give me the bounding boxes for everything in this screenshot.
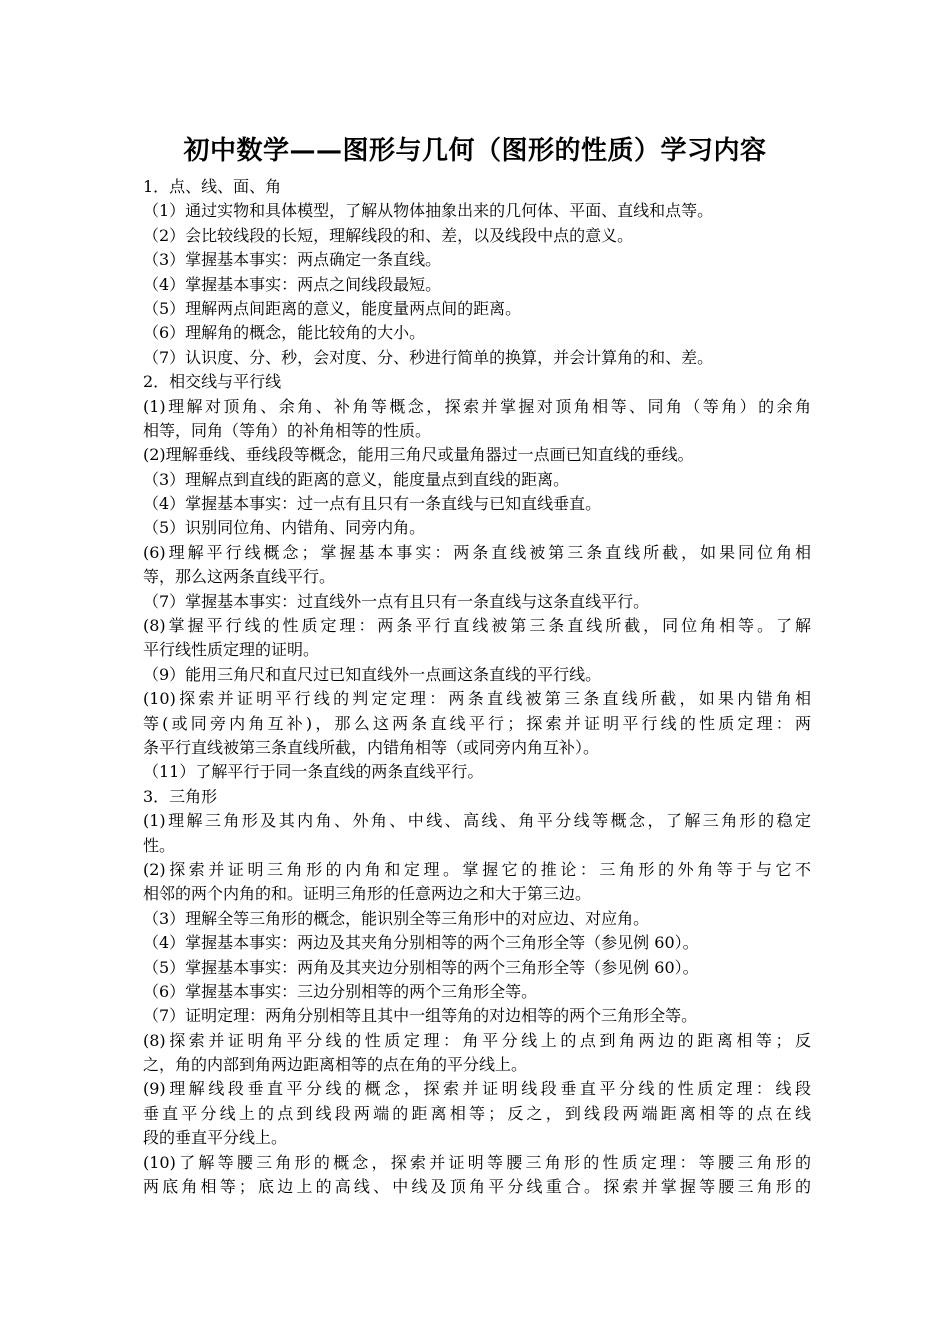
text-line: 相等，同角（等角）的补角相等的性质。 xyxy=(143,420,432,440)
text-line: (1)理解对顶角、余角、补角等概念，探索并掌握对顶角相等、同角（等角）的余角 xyxy=(143,396,811,416)
text-line: （7）证明定理：两角分别相等且其中一组等角的对边相等的两个三角形全等。 xyxy=(143,1006,698,1026)
text-line: （4）掌握基本事实：两边及其夹角分别相等的两个三角形全等（参见例 60）。 xyxy=(143,933,699,953)
text-line: (1)理解三角形及其内角、外角、中线、高线、角平分线等概念，了解三角形的稳定 xyxy=(143,811,811,831)
text-line: (2)理解垂线、垂线段等概念，能用三角尺或量角器过一点画已知直线的垂线。 xyxy=(143,445,694,465)
text-line: （1）通过实物和具体模型，了解从物体抽象出来的几何体、平面、直线和点等。 xyxy=(143,201,714,221)
text-line: （6）掌握基本事实：三边分别相等的两个三角形全等。 xyxy=(143,981,538,1001)
text-line: 段的垂直平分线上。 xyxy=(143,1128,288,1148)
text-line: (9)理解线段垂直平分线的概念，探索并证明线段垂直平分线的性质定理：线段 xyxy=(143,1079,811,1099)
text-line: （4）掌握基本事实：两点之间线段最短。 xyxy=(143,274,442,294)
text-line: （3）理解点到直线的距离的意义，能度量点到直线的距离。 xyxy=(143,469,570,489)
document-body xyxy=(143,175,811,1199)
text-line: （6）理解角的概念，能比较角的大小。 xyxy=(143,323,426,343)
text-line: （3）理解全等三角形的概念，能识别全等三角形中的对应边、对应角。 xyxy=(143,908,650,928)
text-line: 垂直平分线上的点到线段两端的距离相等；反之，到线段两端距离相等的点在线 xyxy=(143,1103,811,1123)
text-line: 等(或同旁内角互补)，那么这两条直线平行；探索并证明平行线的性质定理：两 xyxy=(143,713,811,733)
text-line: （7）认识度、分、秒，会对度、分、秒进行简单的换算，并会计算角的和、差。 xyxy=(143,347,714,367)
page-title: 初中数学——图形与几何（图形的性质）学习内容 xyxy=(183,136,767,166)
text-line: （4）掌握基本事实：过一点有且只有一条直线与已知直线垂直。 xyxy=(143,494,602,514)
text-line: (6)理解平行线概念；掌握基本事实：两条直线被第三条直线所截，如果同位角相 xyxy=(143,542,811,562)
text-line: 性。 xyxy=(143,835,176,855)
text-line: 相邻的两个内角的和。证明三角形的任意两边之和大于第三边。 xyxy=(143,884,592,904)
text-line: （5）识别同位角、内错角、同旁内角。 xyxy=(143,518,426,538)
text-line: 等，那么这两条直线平行。 xyxy=(143,567,336,587)
text-line: 之，角的内部到角两边距离相等的点在角的平分线上。 xyxy=(143,1055,528,1075)
text-line: （7）掌握基本事实：过直线外一点有且只有一条直线与这条直线平行。 xyxy=(143,591,650,611)
text-line: 3．三角形 xyxy=(143,786,218,806)
text-line: (10)探索并证明平行线的判定定理：两条直线被第三条直线所截，如果内错角相 xyxy=(143,689,811,709)
text-line: （9）能用三角尺和直尺过已知直线外一点画这条直线的平行线。 xyxy=(143,664,602,684)
text-line: （2）会比较线段的长短，理解线段的和、差，以及线段中点的意义。 xyxy=(143,225,634,245)
text-line: (8)探索并证明角平分线的性质定理：角平分线上的点到角两边的距离相等；反 xyxy=(143,1030,811,1050)
text-line: 条平行直线被第三条直线所截，内错角相等（或同旁内角互补）。 xyxy=(143,737,600,757)
text-line: 平行线性质定理的证明。 xyxy=(143,640,320,660)
text-line: （5）掌握基本事实：两角及其夹边分别相等的两个三角形全等（参见例 60）。 xyxy=(143,957,699,977)
text-line: (8)掌握平行线的性质定理：两条平行直线被第三条直线所截，同位角相等。了解 xyxy=(143,616,811,636)
text-line: 2．相交线与平行线 xyxy=(143,372,282,392)
text-line: （5）理解两点间距离的意义，能度量两点间的距离。 xyxy=(143,298,522,318)
text-line: 1．点、线、面、角 xyxy=(143,177,282,196)
text-line: （3）掌握基本事实：两点确定一条直线。 xyxy=(143,250,442,270)
text-line: 两底角相等；底边上的高线、中线及顶角平分线重合。探索并掌握等腰三角形的 xyxy=(143,1177,811,1197)
text-line: （11）了解平行于同一条直线的两条直线平行。 xyxy=(143,762,484,782)
text-line: (10)了解等腰三角形的概念，探索并证明等腰三角形的性质定理：等腰三角形的 xyxy=(143,1152,811,1172)
text-line: (2)探索并证明三角形的内角和定理。掌握它的推论：三角形的外角等于与它不 xyxy=(143,859,811,879)
